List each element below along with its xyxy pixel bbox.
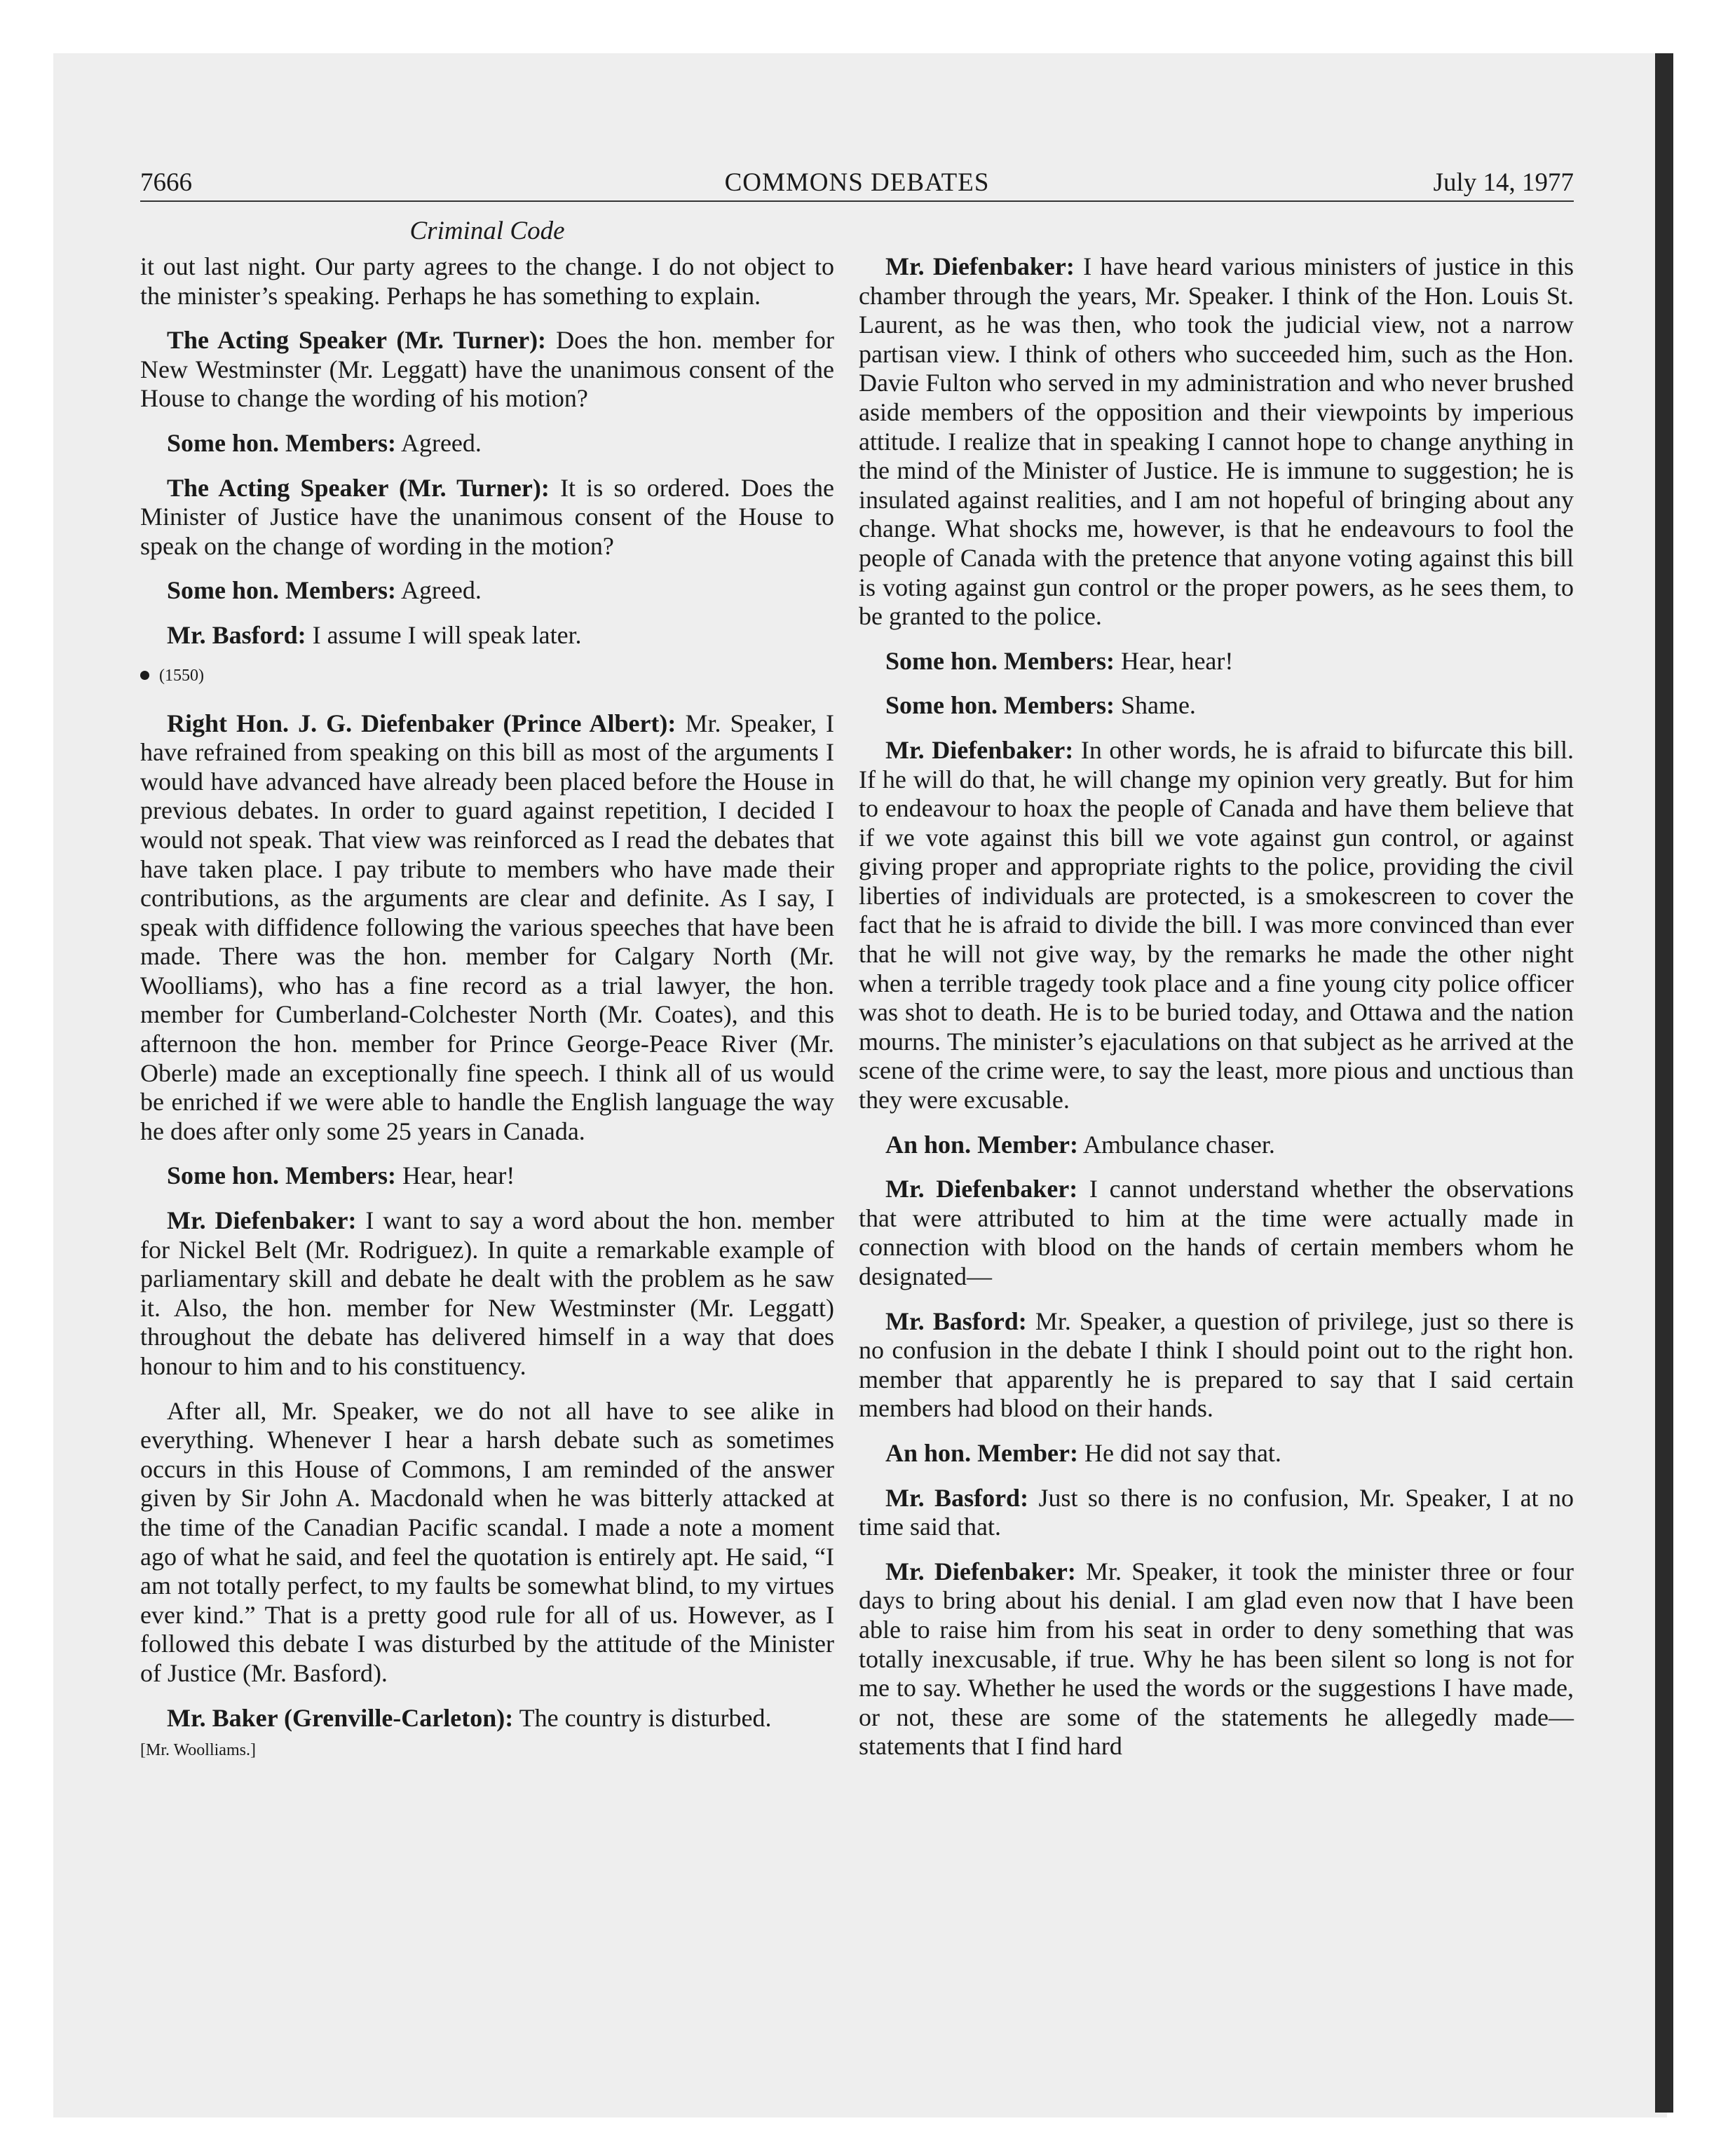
speaker-name: Some hon. Members: [167,428,396,457]
speaker-name: Mr. Diefenbaker: [885,1557,1076,1585]
paragraph [140,252,834,311]
paragraph-text: It is so ordered. Does the Minister of Justice have the unanimous consent of the House to speak on the change of wording in the motion? [140,473,835,560]
left-column [140,252,834,1761]
paragraph-text: I have heard various ministers of justice in this chamber through the years, Mr. Speaker. I think of the Hon. Louis St. Laurent, as he was then, who took the judicial view, not a narrow partisan view. I think of others who succeeded him, such as the Hon. Davie Fulton who served in my administration and who never brushed aside members of the opposition and their viewpoints by imperious attitude. I realize that in speaking I cannot hope to change anything in the mind of the Minister of Justice. He is immune to suggestion; he is insulated against realities, and I am not hopeful of bringing about any change. What shocks me, however, is that he endeavours to fool the people of Canada with the pretence that anyone voting against this bill is voting against gun control or the proper powers, as he sees them, to be granted to the police. [859,252,1574,631]
paragraph-text: I cannot understand whether the observations that were attributed to him at the time were actually made in connection with blood on the hands of certain members whom he designated— [859,1175,1574,1290]
speaker-name: Mr. Diefenbaker: [885,735,1074,764]
speaker-name: The Acting Speaker (Mr. Turner): [167,473,550,502]
paragraph [859,1175,1574,1291]
paragraph [140,621,834,650]
paragraph-text: The country is disturbed. [519,1703,772,1732]
speaker-name: Mr. Basford: [167,620,306,649]
speaker-name: Mr. Diefenbaker: [167,1206,357,1235]
paragraph-text: Agreed. [400,576,482,605]
speaker-name: Some hon. Members: [167,576,396,605]
paragraph-text: it out last night. Our party agrees to the change. I do not object to the minister’s speaking. Perhaps he has something to explain. [140,252,834,310]
paragraph-text: I assume I will speak later. [312,620,582,649]
paragraph-text: Agreed. [400,428,482,457]
paragraph [859,1307,1574,1424]
speaker-name: Mr. Baker (Grenville-Carleton): [167,1703,514,1732]
paragraph-text: He did not say that. [1084,1438,1281,1467]
paragraph-text: Shame. [1120,691,1196,720]
publication-date: July 14, 1977 [1433,168,1574,197]
paragraph [859,1439,1574,1468]
paragraph-text: I want to say a word about the hon. member for Nickel Belt (Mr. Rodriguez). In quite a remarkable example of parliamentary skill and debate he dealt with the problem as he saw it. Also, the hon. member for New Westminster (Mr. Leggatt) throughout the debate has delivered himself in a way that does honour to him and to his constituency. [140,1206,835,1380]
speaker-name: Mr. Diefenbaker: [885,1175,1078,1203]
speaker-name: Right Hon. J. G. Diefenbaker (Prince Albert): [167,709,676,737]
paragraph-text: In other words, he is afraid to bifurcate this bill. If he will do that, he will change my opinion very greatly. But for him to endeavour to hoax the people of Canada and have them believe that if we vote against this bill we vote against gun control, or against giving proper and appropriate rights to the police, providing the civil liberties of individuals are protected, is a smokescreen to cover the fact that he is afraid to divide the bill. I was more convinced than ever that he will not give way, by the remarks he made the other night when a terrible tragedy took place and a fine young city police officer was shot to death. He is to be buried today, and Ottawa and the nation mourns. The minister’s ejaculations on that subject as he arrived at the scene of the crime were, to say the least, more pious and unctious than they were excusable. [859,735,1574,1114]
paragraph [140,326,834,414]
timestamp: (1550) [159,666,204,685]
footnote: [Mr. Woolliams.] [140,1741,256,1760]
paragraph [859,691,1574,721]
paragraph-text: After all, Mr. Speaker, we do not all have to see alike in everything. Whenever I hear a harsh debate such as sometimes occurs in this House of Commons, I am reminded of the answer given by Sir John A. Macdonald when he was bitterly attacked at the time of the Canadian Pacific scandal. I made a note a moment ago of what he said, and feel the quotation is entirely apt. He said, “I am not totally perfect, to my faults be somewhat blind, to my virtues ever kind.” That is a pretty good rule for all of us. However, as I followed this debate I was disturbed by the attitude of the Minister of Justice (Mr. Basford). [140,1396,834,1687]
bullet-icon [140,671,149,680]
speaker-name: Mr. Diefenbaker: [885,252,1075,280]
paragraph [140,1206,834,1381]
right-column [859,252,1574,1777]
speaker-name: Mr. Basford: [885,1483,1029,1512]
paragraph [859,1484,1574,1542]
speaker-name: An hon. Member: [885,1130,1078,1159]
paragraph [140,709,834,1147]
paragraph [859,1557,1574,1761]
speaker-name: The Acting Speaker (Mr. Turner): [167,326,547,355]
paragraph [859,252,1574,632]
paragraph-text: Mr. Speaker, I have refrained from speaking on this bill as most of the arguments I would have advanced have already been placed before the House in previous debates. In order to guard against repetition, I decided I would not speak. That view was reinforced as I read the debates that have taken place. I pay tribute to members who have made their contributions, as the arguments are clear and definite. As I say, I speak with diffidence following the various speeches that have been made. There was the hon. member for Calgary North (Mr. Woolliams), who has a fine record as a trial lawyer, the hon. member for Cumberland-Colchester North (Mr. Coates), and this afternoon the hon. member for Prince George-Peace River (Mr. Oberle) made an exceptionally fine speech. I think all of us would be enriched if we were able to handle the English language the way he does after only some 25 years in Canada. [140,709,834,1145]
speaker-name: An hon. Member: [885,1438,1078,1467]
paragraph-text: Mr. Speaker, a question of privilege, just so there is no confusion in the debate I think I should point out to the right hon. member that apparently he is prepared to say that I said certain members had blood on their hands. [859,1306,1574,1423]
time-marker [140,664,834,687]
section-title: Criminal Code [409,217,565,245]
speaker-name: Some hon. Members: [167,1161,396,1190]
speaker-name: Some hon. Members: [885,691,1115,720]
page-header [140,165,1574,202]
page-number: 7666 [140,168,192,197]
speaker-name: Some hon. Members: [885,646,1115,675]
paragraph-text: Ambulance chaser. [1083,1130,1275,1159]
paragraph [140,576,834,606]
paragraph [859,1131,1574,1160]
paragraph [140,429,834,458]
paragraph-text: Does the hon. member for New Westminster (Mr. Leggatt) have the unanimous consent of the House to change the wording of his motion? [140,326,835,413]
scan-edge-shadow [1655,53,1673,2113]
paragraph [859,647,1574,676]
paragraph [140,1161,834,1191]
speaker-name: Mr. Basford: [885,1306,1027,1335]
paragraph-text: Hear, hear! [402,1161,515,1190]
paragraph [140,1704,834,1733]
publication-title: COMMONS DEBATES [724,168,990,197]
paragraph-text: Just so there is no confusion, Mr. Speaker, I at no time said that. [859,1483,1574,1541]
paragraph-text: Hear, hear! [1120,646,1234,675]
paragraph [140,474,834,561]
paragraph [859,736,1574,1115]
paragraph [140,1397,834,1688]
paragraph-text: Mr. Speaker, it took the minister three or four days to bring about his denial. I am glad even now that I have been able to raise him from his seat in order to deny something that was totally inexcusable, if true. Why he has been silent so long is not for me to say. Whether he used the words or the suggestions I have made, or not, these are some of the statements he allegedly made—statements that I find hard [859,1557,1574,1761]
